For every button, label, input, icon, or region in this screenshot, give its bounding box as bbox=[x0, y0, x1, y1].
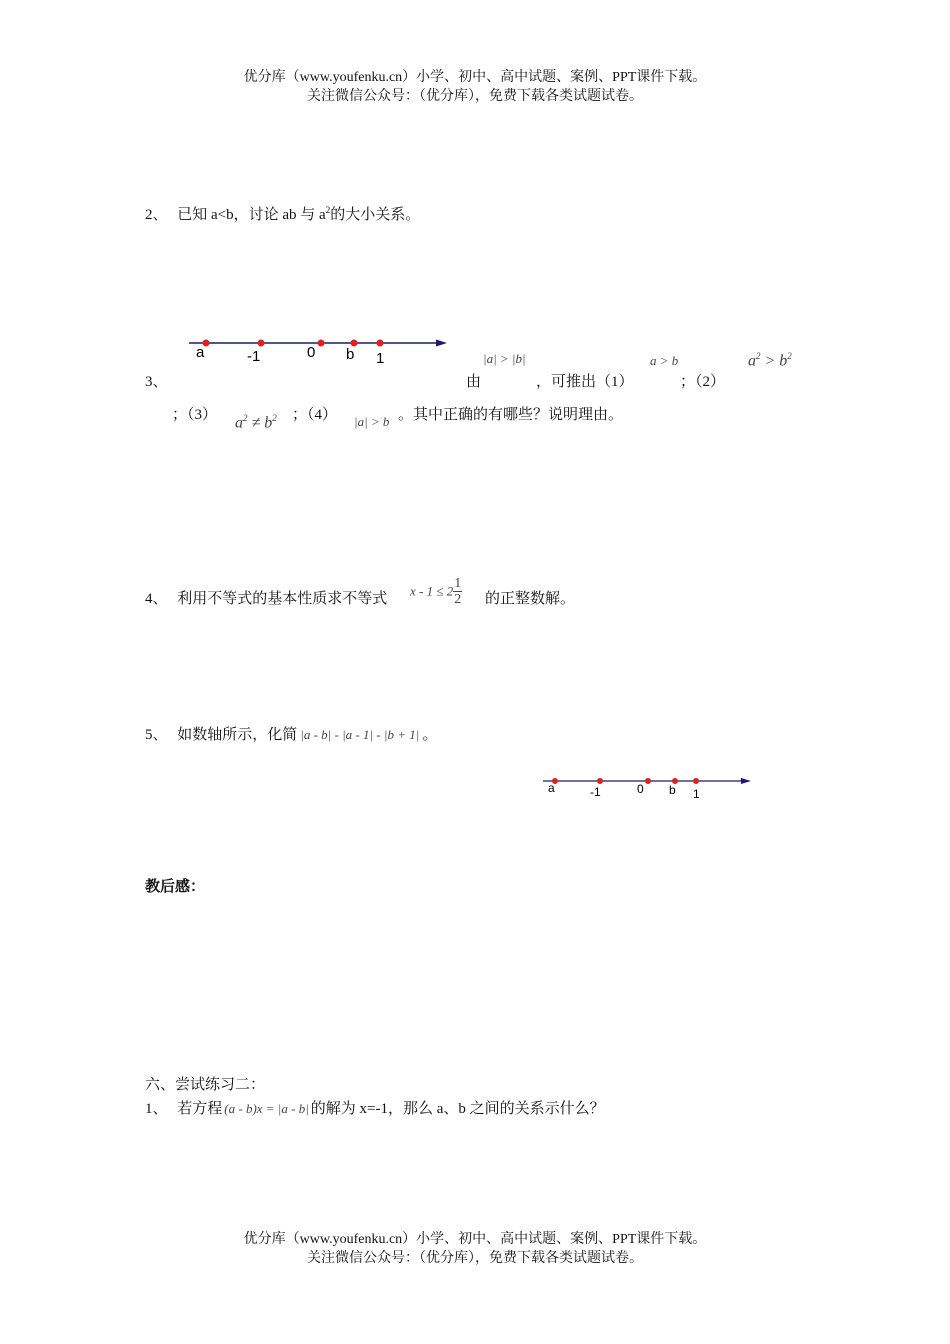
question-3-separator-1: ；（2） bbox=[680, 374, 726, 390]
label-a: a bbox=[548, 781, 555, 795]
question-5-expression: |a - b| - |a - 1| - |b + 1| bbox=[300, 727, 420, 742]
question-3-option-1: a > b bbox=[650, 353, 679, 368]
question-2 bbox=[145, 203, 420, 224]
arrow-head-icon bbox=[741, 778, 751, 784]
label-minus-1: -1 bbox=[590, 785, 601, 799]
fraction-one-half: $\frac{1}{2}$ bbox=[454, 576, 462, 607]
section-6-question-1 bbox=[145, 1097, 605, 1118]
question-4 bbox=[145, 587, 387, 608]
question-5-number: 5、 bbox=[145, 727, 168, 743]
reflection-heading: 教后感： bbox=[145, 879, 206, 895]
question-3-end: 。其中正确的有哪些？说明理由。 bbox=[398, 407, 624, 423]
header-line-2: 关注微信公众号：（优分库），免费下载各类试题试卷。 bbox=[307, 89, 643, 104]
header-line-1: 优分库（www.youfenku.cn）小学、初中、高中试题、案例、PPT课件下载。 bbox=[243, 70, 707, 85]
question-4-expression: x - 1 ≤ 2 $\frac{1}{2}$ bbox=[410, 576, 462, 607]
point-minus-1 bbox=[597, 778, 603, 784]
point-1 bbox=[377, 340, 384, 347]
label-minus-1: -1 bbox=[247, 348, 261, 365]
footer-line-1: 优分库（www.youfenku.cn）小学、初中、高中试题、案例、PPT课件下载。 bbox=[243, 1232, 707, 1247]
section-6-question-1-text-a: 若方程 bbox=[177, 1101, 223, 1117]
question-5 bbox=[145, 723, 437, 744]
question-3-mid: ，可推出（1） bbox=[536, 374, 634, 390]
footer-line-2: 关注微信公众号：（优分库），免费下载各类试题试卷。 bbox=[307, 1251, 643, 1266]
question-3-number: 3、 bbox=[145, 374, 168, 390]
number-line-q5 bbox=[540, 772, 756, 800]
question-4-number: 4、 bbox=[145, 591, 168, 607]
label-1: 1 bbox=[693, 787, 700, 800]
point-0 bbox=[645, 778, 651, 784]
label-a: a bbox=[196, 344, 205, 361]
question-3-you: 由 bbox=[466, 374, 482, 390]
question-3-option-3: $a^2 \ne b^2$ bbox=[235, 413, 277, 432]
section-6-title: 六、尝试练习二： bbox=[145, 1077, 266, 1093]
label-0: 0 bbox=[637, 782, 644, 796]
number-line-q3 bbox=[185, 333, 455, 367]
label-1: 1 bbox=[376, 350, 385, 367]
question-5-text-a: 如数轴所示，化简 bbox=[177, 727, 298, 743]
question-4-text-a: 利用不等式的基本性质求不等式 bbox=[177, 591, 388, 607]
question-2-text-a: 已知 a<b，讨论 ab 与 a bbox=[177, 207, 326, 223]
label-b: b bbox=[346, 346, 355, 363]
section-6-question-1-number: 1、 bbox=[145, 1101, 168, 1117]
question-3-option-4: |a| > b bbox=[354, 414, 390, 429]
arrow-head-icon bbox=[436, 340, 447, 347]
label-b: b bbox=[669, 783, 676, 797]
question-3-option-2: $a^2 > b^2$ bbox=[748, 351, 792, 370]
label-0: 0 bbox=[307, 344, 316, 361]
point-0 bbox=[318, 340, 325, 347]
question-5-text-b: 。 bbox=[422, 727, 438, 743]
point-minus-1 bbox=[258, 340, 265, 347]
section-6-question-1-expression: (a - b)x = |a - b| bbox=[224, 1101, 309, 1116]
question-2-number: 2、 bbox=[145, 207, 168, 223]
section-6-question-1-text-b: 的解为 x=-1，那么 a、b 之间的关系示什么？ bbox=[310, 1101, 605, 1117]
question-4-text-b: 的正整数解。 bbox=[485, 591, 576, 607]
question-3-condition: |a| > |b| bbox=[483, 351, 526, 366]
question-3-line2-start: ；（3） bbox=[172, 407, 218, 423]
question-3-separator-3: ；（4） bbox=[292, 407, 338, 423]
question-2-superscript: 2 bbox=[325, 205, 331, 215]
question-2-text-b: 的大小关系。 bbox=[330, 207, 421, 223]
point-1 bbox=[693, 778, 699, 784]
